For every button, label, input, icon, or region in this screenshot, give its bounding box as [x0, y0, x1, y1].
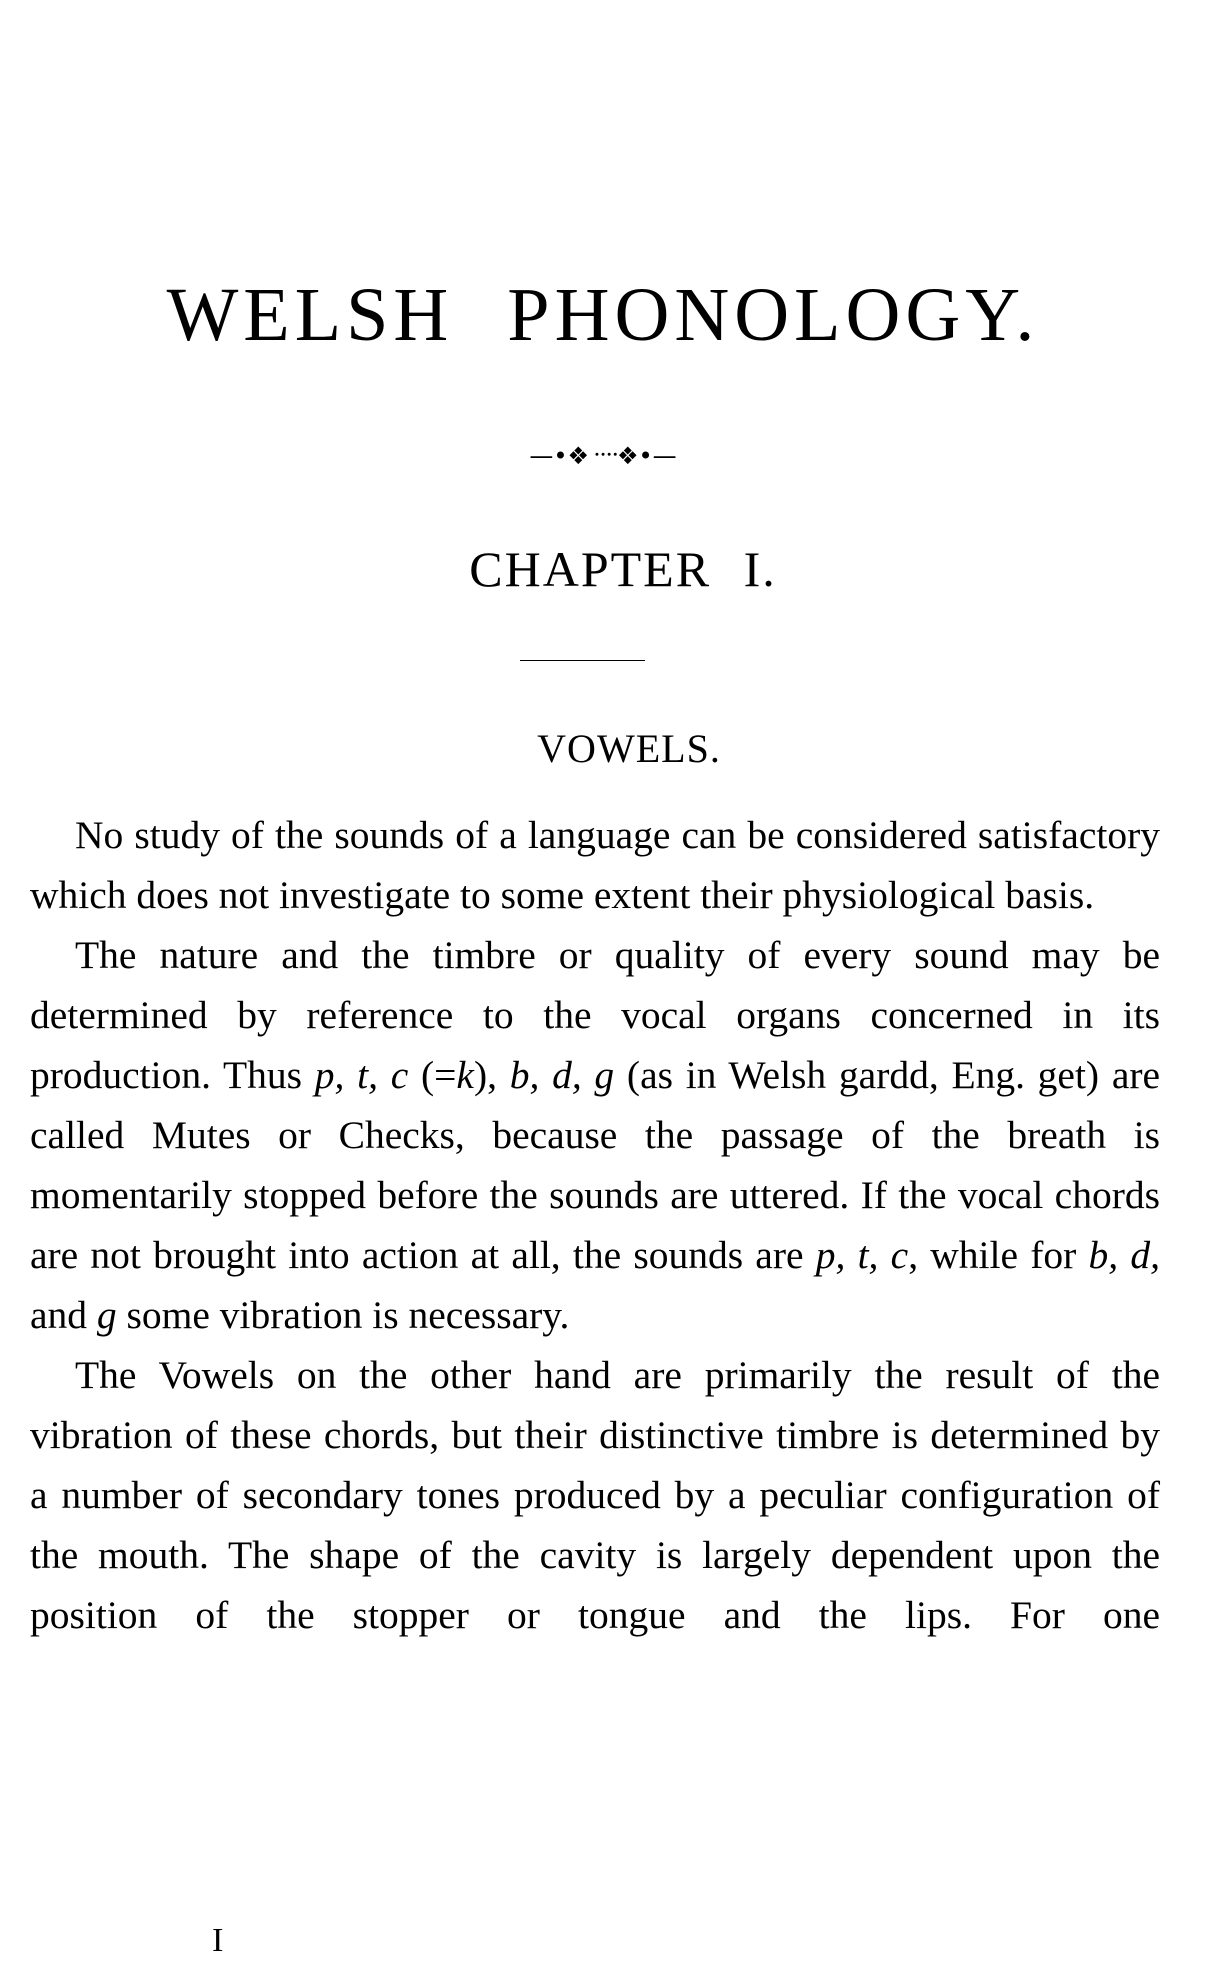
- body-text: [30, 805, 1160, 1645]
- paragraph-2-text: (=: [408, 1053, 457, 1097]
- math-term: b, d, g: [509, 1053, 615, 1097]
- paragraph-2-text: ),: [473, 1053, 510, 1097]
- math-term: k: [456, 1053, 474, 1097]
- paragraph-1: No study of the sounds of a language can be considered satisfactory which does not investigate to some extent their physiological basis.: [30, 813, 1160, 917]
- paragraph-2-text: (as in Welsh gardd, Eng. get) are called Mutes or Checks, because the passage of the breath is momentarily stopped before the sounds are uttered. If the vocal chords are not brought into action at all, the sounds are: [30, 1053, 1161, 1277]
- math-term: p, t, c: [815, 1233, 909, 1277]
- chapter-heading: CHAPTER I.: [469, 541, 777, 597]
- paragraph-2-text: and: [30, 1293, 97, 1337]
- math-term: g: [96, 1293, 117, 1337]
- paragraph-2: [30, 925, 1160, 1345]
- math-term: p, t, c: [314, 1053, 409, 1097]
- section-heading: VOWELS.: [537, 726, 721, 771]
- book-title: WELSH PHONOLOGY.: [166, 273, 1040, 357]
- math-term: b, d,: [1088, 1233, 1160, 1277]
- paragraph-2-text: some vibration is necessary.: [116, 1293, 570, 1337]
- paragraph-2-text: The nature and the timbre or quality of every sound may be determined by reference to the vocal organs concerned in its production. Thus: [30, 933, 1160, 1097]
- paragraph-2-text: , while for: [908, 1233, 1089, 1277]
- horizontal-rule: [520, 660, 645, 661]
- ornament-divider: —•❖᠁❖•—: [529, 442, 677, 470]
- paragraph-3: The Vowels on the other hand are primarily the result of the vibration of these chords, but their distinctive timbre is determined by a number of secondary tones produced by a peculiar configuration of the mouth. The shape of the cavity is largely dependent upon the position of the stopper or tongue and the lips. For one: [30, 1353, 1160, 1637]
- page-number: I: [212, 1922, 224, 1959]
